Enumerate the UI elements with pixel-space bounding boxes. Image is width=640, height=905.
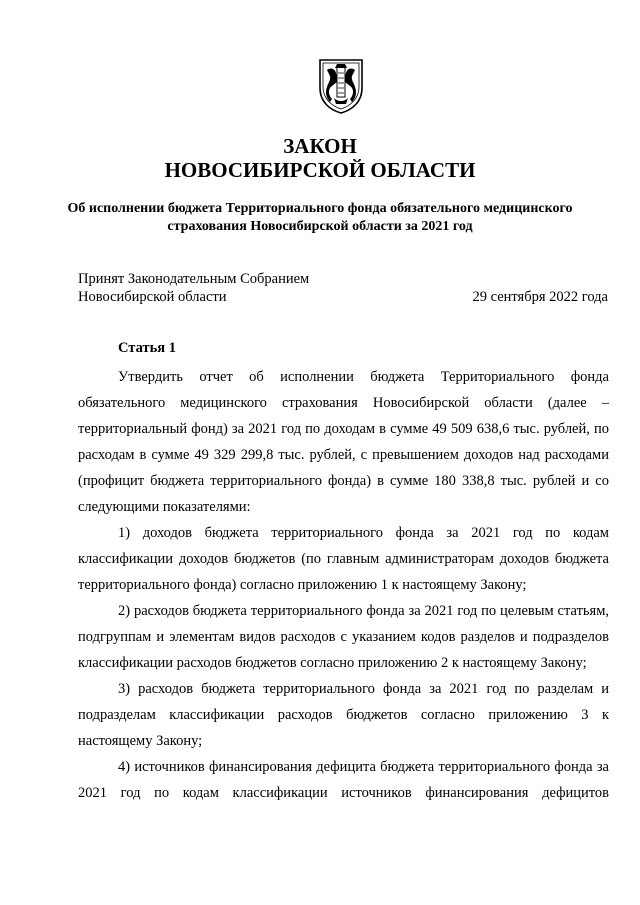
law-title: ЗАКОН (283, 134, 357, 158)
article-paragraph: 3) расходов бюджета территориального фонда за 2021 год по разделам и подразделам классификации расходов бюджетов согласно приложению 3 к настоящему Закону; (78, 681, 609, 749)
adoption-line-2: Новосибирской области (78, 289, 227, 305)
adoption-block (78, 270, 309, 306)
novosibirsk-coat-of-arms-icon (318, 58, 364, 114)
law-region-title: НОВОСИБИРСКОЙ ОБЛАСТИ (164, 158, 476, 182)
adoption-line-1: Принят Законодательным Собранием (78, 271, 310, 287)
article-body (78, 364, 609, 806)
article-paragraph: Утвердить отчет об исполнении бюджета Территориального фонда обязательного медицинского страхования Новосибирской области (далее – территориальный фонд) за 2021 год по доходам в сумме 49 509 638,6 тыс. рублей, по расходам в сумме 49 329 299,8 тыс. рублей, с превышением доходов над расходами (профицит бюджета территориального фонда) в сумме 180 338,8 тыс. рублей и со следующими показателями: (78, 369, 609, 515)
article-heading: Статья 1 (118, 340, 176, 356)
law-subject: Об исполнении бюджета Территориального фонда обязательного медицинского страхования Новосибирской области за 2021 год (67, 201, 573, 234)
article-paragraph: 2) расходов бюджета территориального фонда за 2021 год по целевым статьям, подгруппам и элементам видов расходов с указанием кодов разделов и подразделов классификации расходов бюджетов согласно приложению 2 к настоящему Закону; (78, 603, 609, 671)
adoption-date: 29 сентября 2022 года (472, 289, 608, 305)
article-paragraph: 4) источников финансирования дефицита бюджета территориального фонда за 2021 год по кодам классификации источников финансирования дефицитов (78, 759, 609, 801)
article-paragraph: 1) доходов бюджета территориального фонда за 2021 год по кодам классификации доходов бюджетов (по главным администраторам доходов бюджета территориального фонда) согласно приложению 1 к настоящему Закону; (78, 525, 609, 593)
